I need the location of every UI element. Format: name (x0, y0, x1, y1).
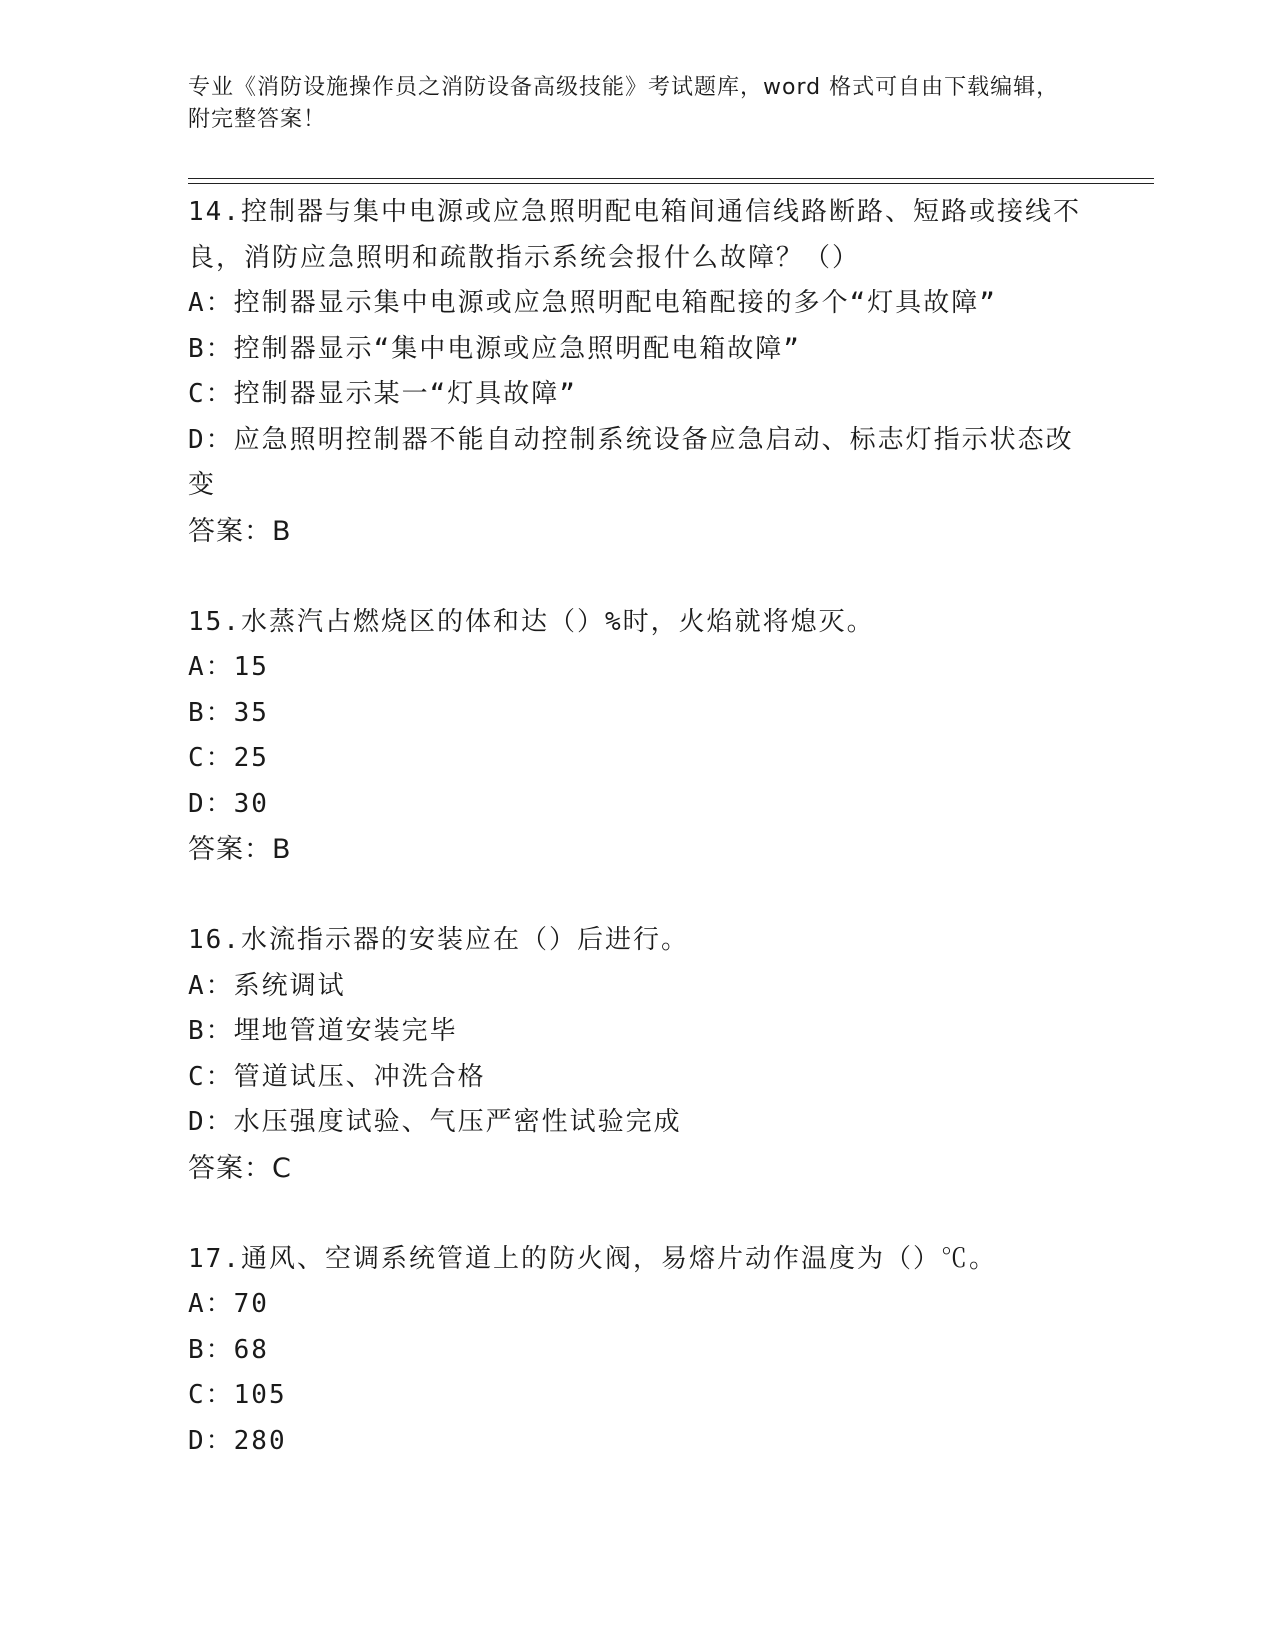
option-d: D：280 (188, 1425, 287, 1456)
header-rule-bottom (188, 183, 1154, 184)
option-c: C：105 (188, 1380, 287, 1410)
question-spacer (188, 873, 1088, 919)
option-d: D：30 (188, 788, 269, 819)
question-stem: 14.控制器与集中电源或应急照明配电箱间通信线路断路、短路或接线不良，消防应急照明和疏散指示系统会报什么故障？（） (188, 197, 1081, 273)
question-stem: 17.通风、空调系统管道上的防火阀，易熔片动作温度为（）℃。 (188, 1243, 997, 1274)
option-c: C：25 (188, 743, 269, 773)
question-14 (188, 190, 1088, 554)
option-a: A：15 (188, 652, 269, 682)
document-header: 专业《消防设施操作员之消防设备高级技能》考试题库，word 格式可自由下载编辑，附完整答案！ (188, 75, 1060, 132)
option-b: B：控制器显示“集中电源或应急照明配电箱故障” (188, 333, 801, 364)
answer-line: 答案：B (188, 515, 292, 547)
question-stem: 16.水流指示器的安装应在（）后进行。 (188, 925, 689, 955)
option-c: C：管道试压、冲洗合格 (188, 1061, 486, 1092)
option-d: D：应急照明控制器不能自动控制系统设备应急启动、标志灯指示状态改变 (188, 424, 1074, 500)
question-16 (188, 918, 1088, 1191)
question-15 (188, 600, 1088, 873)
option-c: C：控制器显示某一“灯具故障” (188, 379, 577, 409)
option-b: B：埋地管道安装完毕 (188, 1016, 458, 1046)
question-spacer (188, 1191, 1088, 1237)
answer-line: 答案：B (188, 834, 292, 865)
question-stem: 15.水蒸汽占燃烧区的体和达（）%时，火焰就将熄灭。 (188, 606, 875, 637)
question-17 (188, 1237, 1088, 1465)
question-list (188, 190, 1088, 1464)
option-a: A：70 (188, 1289, 269, 1319)
option-b: B：68 (188, 1334, 269, 1365)
header-rule-top (188, 178, 1154, 179)
option-a: A：系统调试 (188, 970, 346, 1001)
answer-line: 答案：C (188, 1152, 292, 1184)
option-a: A：控制器显示集中电源或应急照明配电箱配接的多个“灯具故障” (188, 288, 997, 318)
option-d: D：水压强度试验、气压严密性试验完成 (188, 1107, 682, 1137)
option-b: B：35 (188, 697, 269, 728)
question-spacer (188, 554, 1088, 600)
